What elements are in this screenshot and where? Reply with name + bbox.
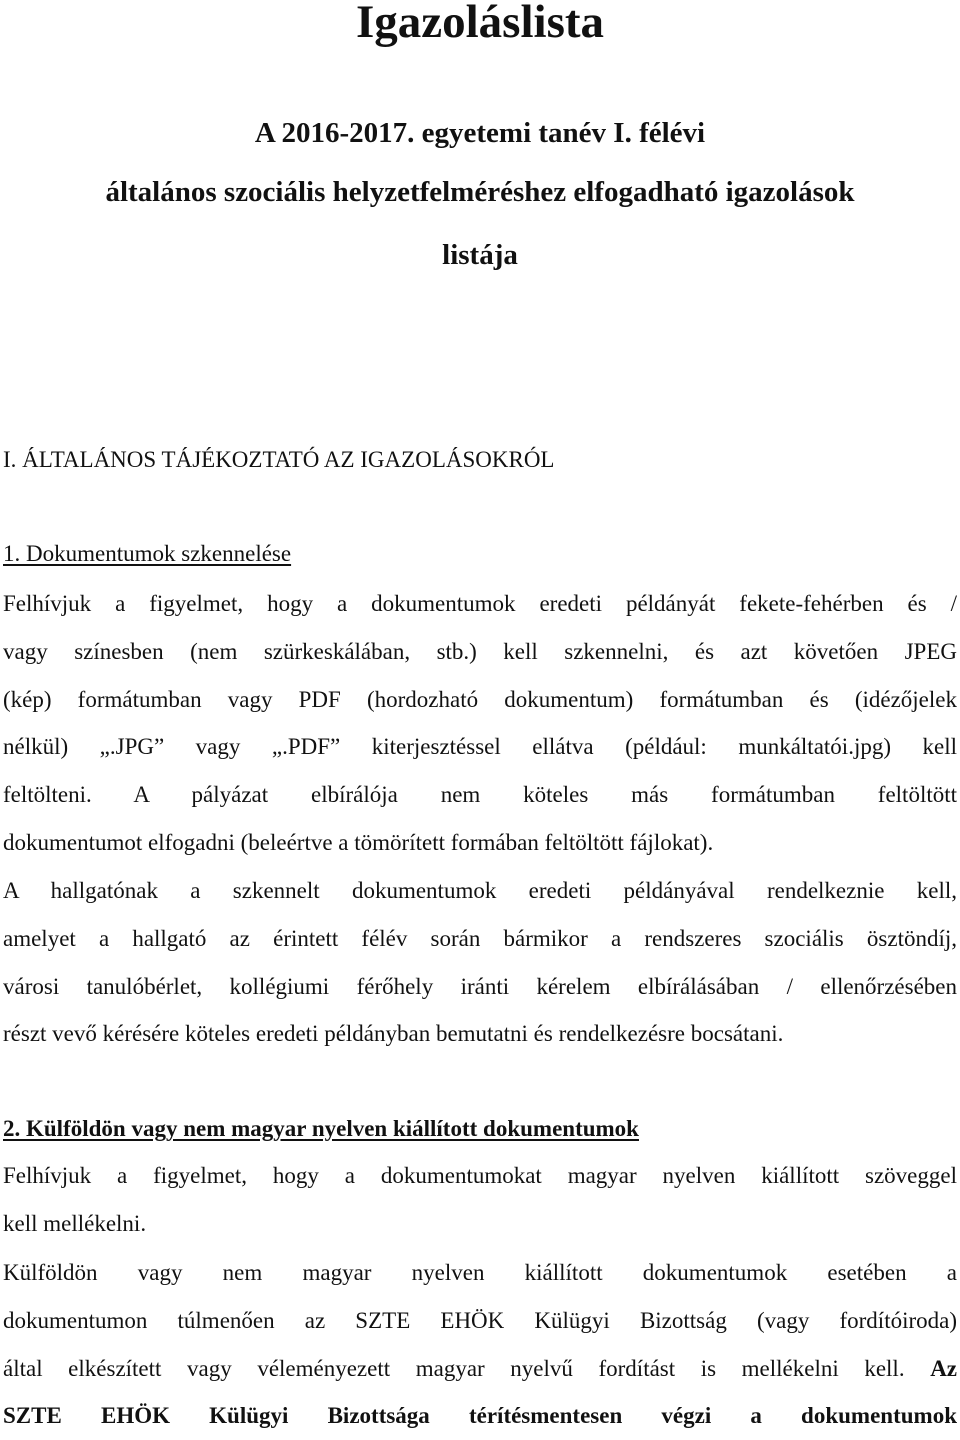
paragraph-line: Külföldön vagy nem magyar nyelven kiállított dokumentumok esetében a <box>3 1260 957 1285</box>
paragraph-line: dokumentumot elfogadni (beleértve a tömörített formában feltöltött fájlokat). <box>3 829 714 855</box>
subsection-1-heading: 1. Dokumentumok szkennelése <box>3 541 292 566</box>
paragraph-line: kell mellékelni. <box>3 1210 147 1236</box>
paragraph-line: Felhívjuk a figyelmet, hogy a dokumentumok eredeti példányát fekete-fehérben és / <box>3 591 957 616</box>
subsection-1-paragraph-2 <box>3 867 957 1058</box>
paragraph-line: vagy színesben (nem szürkeskálában, stb.) kell szkennelni, és azt követően JPEG <box>3 638 957 664</box>
paragraph-line: feltölteni. A pályázat elbírálója nem köteles más formátumban feltöltött <box>3 782 957 808</box>
paragraph-line-bold: SZTE EHÖK Külügyi Bizottsága térítésmentesen végzi a dokumentumok <box>3 1403 957 1429</box>
paragraph-line: dokumentumon túlmenően az SZTE EHÖK Külügyi Bizottság (vagy fordítóiroda) <box>3 1307 957 1333</box>
paragraph-line: (kép) formátumban vagy PDF (hordozható dokumentum) formátumban és (idézőjelek <box>3 686 957 712</box>
subtitle-line-1: A 2016-2017. egyetemi tanév I. félévi <box>254 117 706 149</box>
paragraph-line-mixed <box>3 1345 957 1393</box>
section-heading: I. ÁLTALÁNOS TÁJÉKOZTATÓ AZ IGAZOLÁSOKRÓL <box>3 447 555 472</box>
paragraph-line: A hallgatónak a szkennelt dokumentumok eredeti példányával rendelkeznie kell, <box>3 878 957 903</box>
paragraph-line: nélkül) „.JPG” vagy „.PDF” kiterjesztéssel ellátva (például: munkáltatói.jpg) kell <box>3 734 957 760</box>
document-title: Igazoláslista <box>355 0 605 48</box>
paragraph-text: által elkészített vagy véleményezett magyar nyelvű fordítást is mellékelni kell. <box>3 1355 905 1381</box>
subsection-2-paragraph-1 <box>3 1152 957 1248</box>
paragraph-line: Felhívjuk a figyelmet, hogy a dokumentumokat magyar nyelven kiállított szöveggel <box>3 1163 957 1188</box>
subtitle-line-3: listája <box>442 239 518 271</box>
subsection-1-paragraph-1 <box>3 580 957 867</box>
subtitle-line-2: általános szociális helyzetfelméréshez elfogadható igazolások <box>105 176 855 208</box>
subsection-2-paragraph-2 <box>3 1249 957 1440</box>
paragraph-line: amelyet a hallgató az érintett félév során bármikor a rendszeres szociális ösztöndíj, <box>3 925 957 951</box>
paragraph-line: városi tanulóbérlet, kollégiumi férőhely iránti kérelem elbírálásában / ellenőrzésében <box>3 973 957 999</box>
paragraph-line: részt vevő kérésére köteles eredeti példányban bemutatni és rendelkezésre bocsátani. <box>3 1021 784 1047</box>
subsection-2-heading: 2. Külföldön vagy nem magyar nyelven kiállított dokumentumok <box>3 1116 639 1141</box>
paragraph-bold-text: Az <box>930 1355 958 1381</box>
